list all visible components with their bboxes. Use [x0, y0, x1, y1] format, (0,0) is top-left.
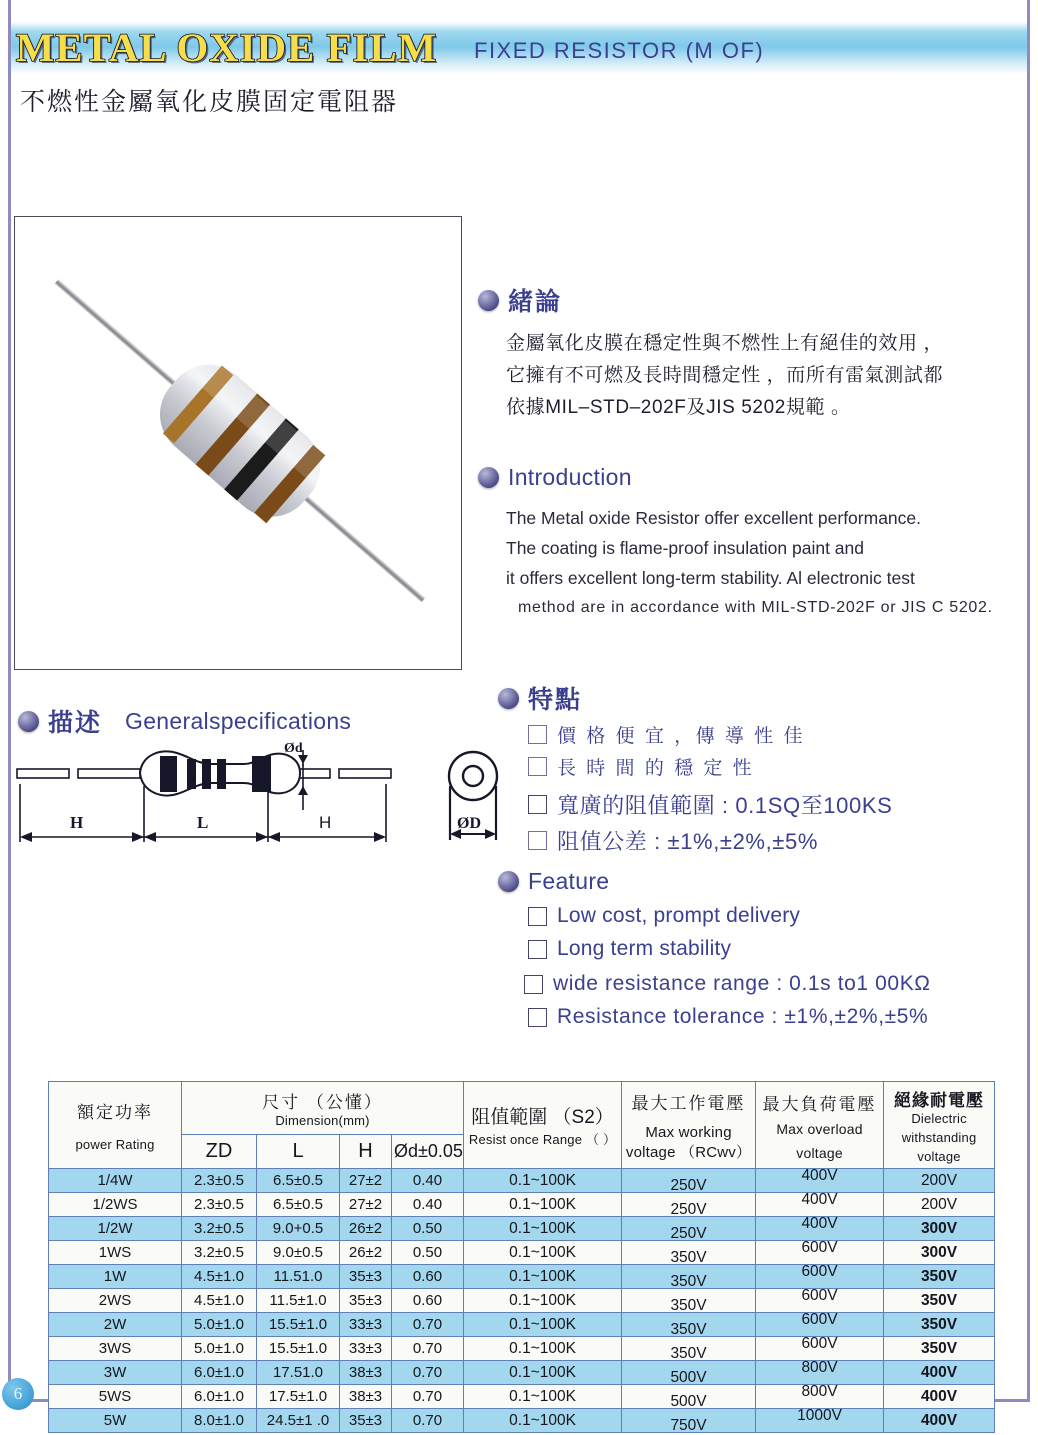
table-cell-h: 35±3	[340, 1409, 392, 1433]
table-cell-l: 11.5±1.0	[257, 1289, 340, 1313]
table-cell-h: 38±3	[340, 1385, 392, 1409]
table-cell-range: 0.1~100K	[464, 1289, 622, 1313]
table-cell-overload-voltage: 800V	[756, 1385, 884, 1409]
table-cell-working-voltage: 500V	[622, 1385, 756, 1409]
feature-label: 價 格 便 宜 ，傳 導 性 佳	[557, 726, 805, 747]
table-cell-dielectric-voltage: 350V	[884, 1313, 995, 1337]
table-cell-d: 0.50	[392, 1241, 464, 1265]
header-dimension-group	[182, 1082, 464, 1135]
table-row	[49, 1265, 995, 1289]
table-cell-h: 33±3	[340, 1313, 392, 1337]
page-number: 6	[2, 1378, 34, 1410]
table-cell-range: 0.1~100K	[464, 1193, 622, 1217]
svg-text:L: L	[197, 813, 209, 832]
table-cell-power: 1/2WS	[49, 1193, 182, 1217]
table-cell-working-voltage: 750V	[622, 1409, 756, 1433]
table-cell-power: 5WS	[49, 1385, 182, 1409]
table-row	[49, 1217, 995, 1241]
table-cell-power: 1/4W	[49, 1169, 182, 1193]
bullet-sphere-icon	[498, 871, 519, 892]
feature-label: 阻值公差 : ±1%,±2%,±5%	[557, 829, 818, 854]
header-diel-en1: Dielectric	[911, 1111, 967, 1126]
header-subtitle: FIXED RESISTOR (M OF)	[474, 38, 765, 63]
table-cell-h: 35±3	[340, 1289, 392, 1313]
table-cell-zd: 2.3±0.5	[182, 1169, 257, 1193]
general-spec-heading	[18, 703, 351, 739]
table-row	[49, 1385, 995, 1409]
table-cell-zd: 4.5±1.0	[182, 1265, 257, 1289]
table-cell-power: 1W	[49, 1265, 182, 1289]
features-cn-title: 特點	[528, 686, 583, 714]
feature-label: Low cost, prompt delivery	[557, 904, 801, 927]
table-cell-zd: 3.2±0.5	[182, 1241, 257, 1265]
table-cell-zd: 8.0±1.0	[182, 1409, 257, 1433]
feature-item	[528, 937, 1038, 961]
table-cell-dielectric-voltage: 300V	[884, 1217, 995, 1241]
table-cell-power: 3WS	[49, 1337, 182, 1361]
table-cell-h: 26±2	[340, 1217, 392, 1241]
header-h: H	[340, 1134, 392, 1168]
feature-label: 長 時 間 的 穩 定 性	[557, 758, 755, 779]
table-cell-range: 0.1~100K	[464, 1313, 622, 1337]
features-en-heading	[498, 868, 1038, 895]
table-cell-working-voltage: 250V	[622, 1217, 756, 1241]
table-cell-overload-voltage: 600V	[756, 1289, 884, 1313]
table-cell-overload-voltage: 800V	[756, 1361, 884, 1385]
table-cell-l: 15.5±1.0	[257, 1313, 340, 1337]
intro-cn-line: 依據MIL–STD–202F及JIS 5202規範 。	[506, 397, 851, 418]
header-diel-en3: voltage	[917, 1149, 961, 1164]
intro-en-title: Introduction	[508, 464, 632, 490]
feature-item	[528, 721, 1038, 748]
table-cell-h: 27±2	[340, 1193, 392, 1217]
header-resistance-range	[464, 1082, 622, 1169]
features-cn-block	[498, 680, 1038, 856]
table-cell-zd: 2.3±0.5	[182, 1193, 257, 1217]
checkbox-icon	[524, 975, 543, 994]
svg-text:H: H	[319, 813, 332, 832]
features-en-block	[498, 868, 1038, 1029]
table-row	[49, 1289, 995, 1313]
intro-en-line: The Metal oxide Resistor offer excellent performance.	[506, 508, 922, 528]
table-cell-working-voltage: 250V	[622, 1193, 756, 1217]
header-dim-en: Dimension(mm)	[275, 1112, 370, 1128]
header-work-en2: voltage （RCwv）	[625, 1143, 752, 1161]
header-over-en2: voltage	[796, 1144, 843, 1161]
table-cell-overload-voltage: 1000V	[756, 1409, 884, 1433]
table-cell-l: 15.5±1.0	[257, 1337, 340, 1361]
table-cell-range: 0.1~100K	[464, 1409, 622, 1433]
feature-item	[528, 1005, 1038, 1029]
table-cell-power: 3W	[49, 1361, 182, 1385]
table-body	[49, 1166, 995, 1434]
bullet-sphere-icon	[18, 711, 39, 732]
feature-item	[524, 972, 1038, 996]
table-cell-dielectric-voltage: 400V	[884, 1409, 995, 1433]
table-cell-overload-voltage: 400V	[756, 1169, 884, 1193]
header-power-cn: 額定功率	[77, 1103, 153, 1122]
feature-label: wide resistance range : 0.1s to1 00KΩ	[553, 972, 931, 995]
header-max-overload-voltage	[756, 1082, 884, 1169]
table-cell-working-voltage: 350V	[622, 1337, 756, 1361]
bullet-sphere-icon	[478, 467, 499, 488]
feature-item	[528, 753, 1038, 780]
table-cell-overload-voltage: 600V	[756, 1337, 884, 1361]
dimension-drawing	[12, 742, 422, 852]
table-cell-zd: 6.0±1.0	[182, 1385, 257, 1409]
table-cell-range: 0.1~100K	[464, 1169, 622, 1193]
resistor-photograph	[15, 217, 461, 669]
table-cell-l: 17.51.0	[257, 1361, 340, 1385]
table-header-row-1	[49, 1082, 995, 1135]
table-cell-power: 1/2W	[49, 1217, 182, 1241]
intro-cn-title: 緒論	[508, 288, 563, 316]
table-cell-dielectric-voltage: 300V	[884, 1241, 995, 1265]
table-cell-d: 0.70	[392, 1385, 464, 1409]
feature-label: Long term stability	[557, 937, 732, 960]
features-cn-list	[528, 721, 1038, 856]
intro-en-body	[506, 503, 1034, 623]
intro-cn-heading	[478, 282, 1034, 318]
table-cell-power: 5W	[49, 1409, 182, 1433]
table-cell-working-voltage: 350V	[622, 1265, 756, 1289]
intro-en-heading	[478, 464, 1034, 491]
table-cell-range: 0.1~100K	[464, 1265, 622, 1289]
product-logo: METAL OXIDE FILM	[15, 25, 438, 70]
table-cell-zd: 5.0±1.0	[182, 1337, 257, 1361]
product-photo	[14, 216, 462, 670]
header-dim-cn: 尺寸 （公懂）	[262, 1092, 383, 1112]
page-border-left	[8, 0, 11, 1402]
table-cell-d: 0.70	[392, 1409, 464, 1433]
header-max-working-voltage	[622, 1082, 756, 1169]
header-dielectric-voltage	[884, 1082, 995, 1169]
header-work-en1: Max working	[645, 1123, 732, 1141]
general-spec-title-cn: 描述	[48, 709, 103, 737]
table-cell-working-voltage: 250V	[622, 1169, 756, 1193]
table-cell-overload-voltage: 400V	[756, 1217, 884, 1241]
table-cell-overload-voltage: 400V	[756, 1193, 884, 1217]
intro-en-line: it offers excellent long-term stability. Al electronic test	[506, 568, 915, 588]
header-l: L	[257, 1134, 340, 1168]
table-row	[49, 1337, 995, 1361]
checkbox-icon	[528, 831, 547, 850]
header-diel-en2: withstanding	[901, 1130, 977, 1145]
table-cell-zd: 3.2±0.5	[182, 1217, 257, 1241]
table-row	[49, 1313, 995, 1337]
table-cell-dielectric-voltage: 400V	[884, 1361, 995, 1385]
checkbox-icon	[528, 795, 547, 814]
table-cell-d: 0.50	[392, 1217, 464, 1241]
header-power-en: power Rating	[75, 1137, 155, 1152]
table-cell-range: 0.1~100K	[464, 1385, 622, 1409]
intro-en-line: The coating is flame-proof insulation paint and	[506, 538, 864, 558]
table-cell-d: 0.40	[392, 1169, 464, 1193]
intro-cn-line: 金屬氧化皮膜在穩定性與不燃性上有絕佳的效用 ，	[506, 333, 944, 354]
table-cell-l: 9.0±0.5	[257, 1241, 340, 1265]
table-cell-dielectric-voltage: 400V	[884, 1385, 995, 1409]
table-cell-h: 38±3	[340, 1361, 392, 1385]
table-cell-l: 6.5±0.5	[257, 1169, 340, 1193]
bullet-sphere-icon	[478, 290, 499, 311]
header-work-cn: 最大工作電壓	[631, 1093, 746, 1113]
table-row	[49, 1241, 995, 1265]
features-cn-heading	[498, 680, 1038, 716]
intro-cn-body	[506, 328, 1034, 424]
intro-column	[478, 282, 1034, 623]
checkbox-icon	[528, 725, 547, 744]
feature-label: 寬廣的阻值範圍 : 0.1SQ至100KS	[557, 793, 893, 818]
features-en-title: Feature	[528, 868, 610, 894]
table-cell-d: 0.70	[392, 1313, 464, 1337]
table-cell-dielectric-voltage: 350V	[884, 1337, 995, 1361]
table-cell-power: 2WS	[49, 1289, 182, 1313]
table-cell-l: 9.0+0.5	[257, 1217, 340, 1241]
table-cell-d: 0.40	[392, 1193, 464, 1217]
svg-text:ØD: ØD	[457, 815, 481, 832]
table-cell-range: 0.1~100K	[464, 1337, 622, 1361]
header-range-en: Resist once Range （ ）	[468, 1132, 617, 1147]
table-row	[49, 1361, 995, 1385]
table-cell-dielectric-voltage: 350V	[884, 1265, 995, 1289]
table-cell-overload-voltage: 600V	[756, 1265, 884, 1289]
bullet-sphere-icon	[498, 688, 519, 709]
table-cell-d: 0.60	[392, 1289, 464, 1313]
table-row	[49, 1169, 995, 1193]
table-cell-d: 0.60	[392, 1265, 464, 1289]
general-spec-title-en: Generalspecifications	[125, 707, 352, 734]
table-cell-l: 6.5±0.5	[257, 1193, 340, 1217]
svg-text:H: H	[70, 813, 84, 832]
header-diel-cn: 絕緣耐電壓	[894, 1091, 985, 1110]
header-power-rating	[49, 1082, 182, 1169]
header-over-cn: 最大負荷電壓	[762, 1094, 877, 1114]
table-row	[49, 1193, 995, 1217]
table-cell-h: 35±3	[340, 1265, 392, 1289]
checkbox-icon	[528, 1008, 547, 1027]
table-cell-zd: 5.0±1.0	[182, 1313, 257, 1337]
table-cell-dielectric-voltage: 200V	[884, 1169, 995, 1193]
checkbox-icon	[528, 907, 547, 926]
table-cell-h: 27±2	[340, 1169, 392, 1193]
table-cell-zd: 4.5±1.0	[182, 1289, 257, 1313]
header-chinese-title: 不燃性金屬氧化皮膜固定電阻器	[20, 88, 399, 116]
table-cell-h: 26±2	[340, 1241, 392, 1265]
table-cell-d: 0.70	[392, 1337, 464, 1361]
table-cell-working-voltage: 500V	[622, 1361, 756, 1385]
table-cell-dielectric-voltage: 200V	[884, 1193, 995, 1217]
table-cell-l: 24.5±1 .0	[257, 1409, 340, 1433]
table-cell-overload-voltage: 600V	[756, 1241, 884, 1265]
table-cell-range: 0.1~100K	[464, 1217, 622, 1241]
intro-cn-line: 它擁有不可燃及長時間穩定性 ，而所有雷氣測試都	[506, 365, 944, 386]
table-cell-zd: 6.0±1.0	[182, 1361, 257, 1385]
feature-label: Resistance tolerance : ±1%,±2%,±5%	[557, 1005, 929, 1028]
table-cell-power: 1WS	[49, 1241, 182, 1265]
checkbox-icon	[528, 940, 547, 959]
table-cell-working-voltage: 350V	[622, 1241, 756, 1265]
table-cell-power: 2W	[49, 1313, 182, 1337]
header-range-cn: 阻值範圍 （S2）	[471, 1107, 614, 1128]
header-zd: ZD	[182, 1134, 257, 1168]
feature-item	[528, 789, 1038, 820]
tape-reel-diagram	[440, 748, 506, 848]
specifications-table	[48, 1081, 995, 1433]
table-cell-l: 11.51.0	[257, 1265, 340, 1289]
table-cell-working-voltage: 350V	[622, 1289, 756, 1313]
svg-text:Ød: Ød	[284, 742, 303, 756]
table-cell-working-voltage: 350V	[622, 1313, 756, 1337]
table-row	[49, 1409, 995, 1433]
intro-en-line: method are in accordance with MIL-STD-202F or JIS C 5202.	[518, 599, 993, 616]
table-cell-range: 0.1~100K	[464, 1361, 622, 1385]
table-cell-dielectric-voltage: 350V	[884, 1289, 995, 1313]
header-over-en1: Max overload	[776, 1120, 863, 1137]
header-d: Ød±0.05	[392, 1134, 464, 1168]
table-cell-overload-voltage: 600V	[756, 1313, 884, 1337]
table-cell-range: 0.1~100K	[464, 1241, 622, 1265]
table-cell-h: 33±3	[340, 1337, 392, 1361]
checkbox-icon	[528, 757, 547, 776]
feature-item	[528, 825, 1038, 856]
table-cell-l: 17.5±1.0	[257, 1385, 340, 1409]
table-cell-d: 0.70	[392, 1361, 464, 1385]
features-en-list	[528, 904, 1038, 1029]
feature-item	[528, 904, 1038, 928]
